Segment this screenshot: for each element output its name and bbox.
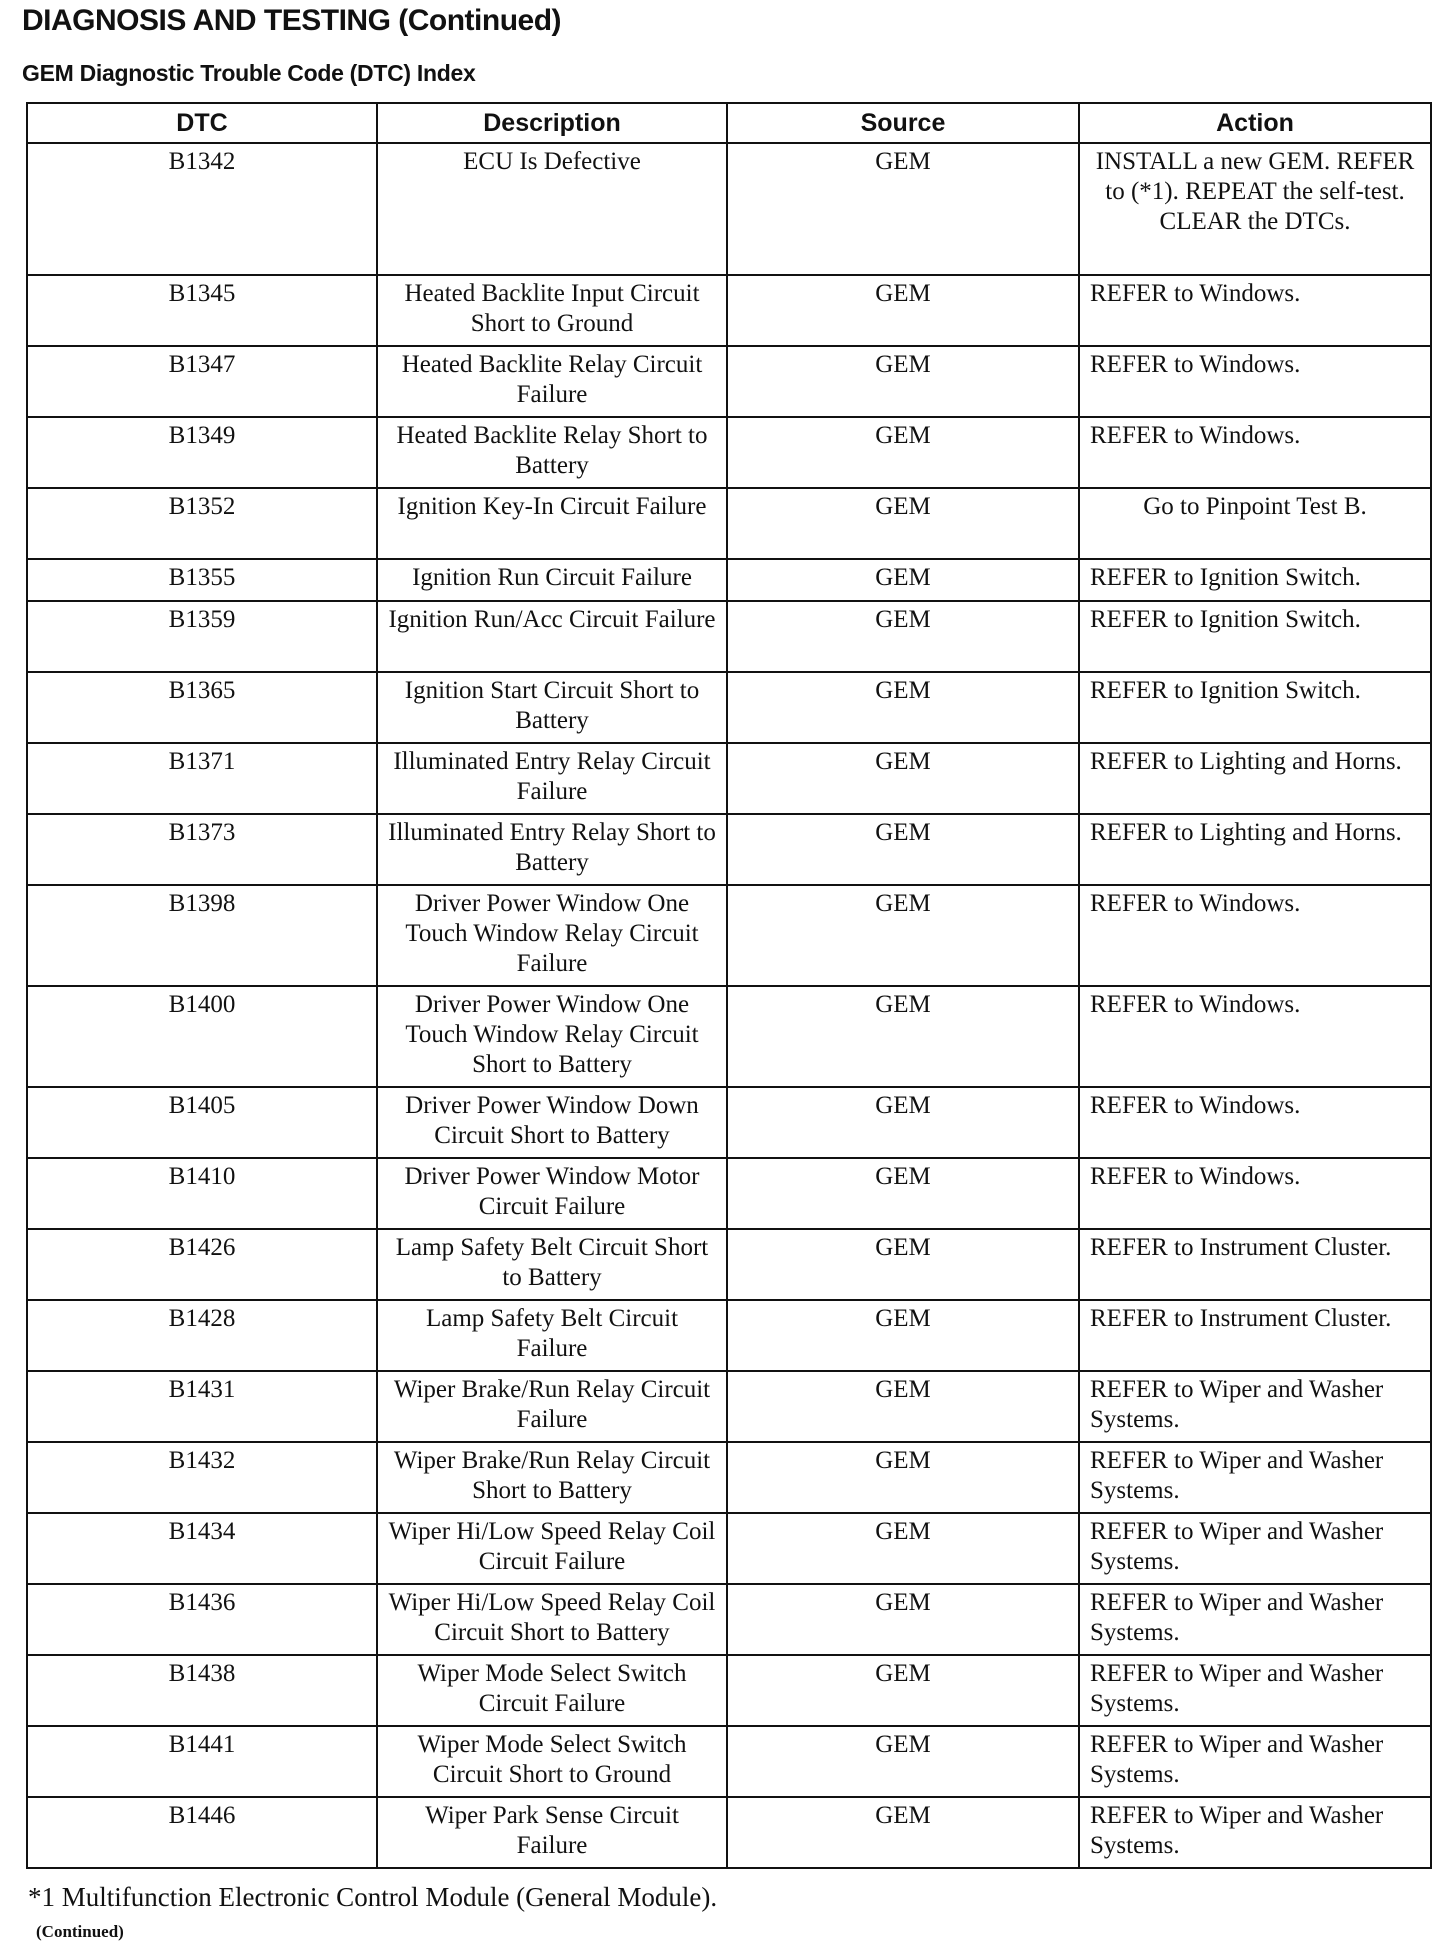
- dtc-action: REFER to Wiper and Washer Systems.: [1079, 1726, 1431, 1797]
- dtc-action: REFER to Windows.: [1079, 885, 1431, 986]
- dtc-source: GEM: [727, 1655, 1079, 1726]
- dtc-action: REFER to Ignition Switch.: [1079, 601, 1431, 672]
- dtc-code: B1446: [27, 1797, 377, 1868]
- dtc-description: Lamp Safety Belt Circuit Failure: [377, 1300, 727, 1371]
- dtc-code: B1355: [27, 559, 377, 601]
- column-header-source: Source: [727, 103, 1079, 143]
- dtc-action: REFER to Windows.: [1079, 346, 1431, 417]
- dtc-source: GEM: [727, 1300, 1079, 1371]
- dtc-description: Wiper Hi/Low Speed Relay Coil Circuit Short to Battery: [377, 1584, 727, 1655]
- dtc-source: GEM: [727, 559, 1079, 601]
- dtc-code: B1436: [27, 1584, 377, 1655]
- dtc-code: B1373: [27, 814, 377, 885]
- dtc-code: B1426: [27, 1229, 377, 1300]
- table-row: [27, 1513, 1431, 1584]
- footnote: *1 Multifunction Electronic Control Module (General Module).: [28, 1882, 718, 1912]
- dtc-description: Heated Backlite Relay Short to Battery: [377, 417, 727, 488]
- dtc-code: B1352: [27, 488, 377, 559]
- dtc-description: Heated Backlite Input Circuit Short to Ground: [377, 275, 727, 346]
- dtc-code: B1405: [27, 1087, 377, 1158]
- dtc-code: B1359: [27, 601, 377, 672]
- dtc-code: B1371: [27, 743, 377, 814]
- table-row: [27, 275, 1431, 346]
- dtc-source: GEM: [727, 346, 1079, 417]
- dtc-source: GEM: [727, 672, 1079, 743]
- dtc-source: GEM: [727, 1726, 1079, 1797]
- dtc-action: REFER to Instrument Cluster.: [1079, 1229, 1431, 1300]
- table-row: [27, 743, 1431, 814]
- column-header-action: Action: [1079, 103, 1431, 143]
- dtc-description: ECU Is Defective: [377, 143, 727, 275]
- dtc-description: Illuminated Entry Relay Short to Battery: [377, 814, 727, 885]
- dtc-code: B1365: [27, 672, 377, 743]
- table-header-row: [27, 103, 1431, 143]
- dtc-description: Wiper Brake/Run Relay Circuit Failure: [377, 1371, 727, 1442]
- table-row: [27, 986, 1431, 1087]
- table-row: [27, 1300, 1431, 1371]
- dtc-source: GEM: [727, 1513, 1079, 1584]
- dtc-code: B1345: [27, 275, 377, 346]
- dtc-description: Driver Power Window One Touch Window Relay Circuit Short to Battery: [377, 986, 727, 1087]
- table-row: [27, 417, 1431, 488]
- dtc-source: GEM: [727, 743, 1079, 814]
- dtc-description: Wiper Mode Select Switch Circuit Failure: [377, 1655, 727, 1726]
- dtc-description: Wiper Park Sense Circuit Failure: [377, 1797, 727, 1868]
- dtc-code: B1432: [27, 1442, 377, 1513]
- table-row: [27, 1655, 1431, 1726]
- page-title: DIAGNOSIS AND TESTING (Continued): [22, 4, 562, 37]
- dtc-description: Ignition Run/Acc Circuit Failure: [377, 601, 727, 672]
- dtc-source: GEM: [727, 986, 1079, 1087]
- table-row: [27, 1797, 1431, 1868]
- dtc-code: B1410: [27, 1158, 377, 1229]
- dtc-description: Heated Backlite Relay Circuit Failure: [377, 346, 727, 417]
- dtc-action: REFER to Wiper and Washer Systems.: [1079, 1797, 1431, 1868]
- dtc-action: REFER to Wiper and Washer Systems.: [1079, 1442, 1431, 1513]
- dtc-description: Wiper Brake/Run Relay Circuit Short to Battery: [377, 1442, 727, 1513]
- table-row: [27, 143, 1431, 275]
- dtc-description: Ignition Start Circuit Short to Battery: [377, 672, 727, 743]
- table-row: [27, 1584, 1431, 1655]
- dtc-source: GEM: [727, 1797, 1079, 1868]
- table-row: [27, 672, 1431, 743]
- column-header-description: Description: [377, 103, 727, 143]
- dtc-source: GEM: [727, 1229, 1079, 1300]
- dtc-source: GEM: [727, 601, 1079, 672]
- table-row: [27, 559, 1431, 601]
- dtc-code: B1434: [27, 1513, 377, 1584]
- dtc-action: REFER to Windows.: [1079, 417, 1431, 488]
- dtc-action: REFER to Wiper and Washer Systems.: [1079, 1584, 1431, 1655]
- dtc-action: REFER to Ignition Switch.: [1079, 672, 1431, 743]
- dtc-code: B1438: [27, 1655, 377, 1726]
- table-row: [27, 601, 1431, 672]
- dtc-action: REFER to Wiper and Washer Systems.: [1079, 1655, 1431, 1726]
- dtc-action: REFER to Windows.: [1079, 1158, 1431, 1229]
- table-row: [27, 488, 1431, 559]
- table-row: [27, 814, 1431, 885]
- dtc-source: GEM: [727, 1442, 1079, 1513]
- dtc-source: GEM: [727, 488, 1079, 559]
- dtc-description: Wiper Hi/Low Speed Relay Coil Circuit Failure: [377, 1513, 727, 1584]
- dtc-source: GEM: [727, 1087, 1079, 1158]
- dtc-code: B1431: [27, 1371, 377, 1442]
- dtc-action: REFER to Lighting and Horns.: [1079, 814, 1431, 885]
- dtc-action: REFER to Windows.: [1079, 1087, 1431, 1158]
- table-row: [27, 1087, 1431, 1158]
- dtc-description: Illuminated Entry Relay Circuit Failure: [377, 743, 727, 814]
- dtc-action: REFER to Wiper and Washer Systems.: [1079, 1513, 1431, 1584]
- dtc-description: Ignition Run Circuit Failure: [377, 559, 727, 601]
- dtc-source: GEM: [727, 1371, 1079, 1442]
- dtc-action: REFER to Wiper and Washer Systems.: [1079, 1371, 1431, 1442]
- dtc-code: B1428: [27, 1300, 377, 1371]
- dtc-code: B1347: [27, 346, 377, 417]
- dtc-action: REFER to Windows.: [1079, 275, 1431, 346]
- dtc-source: GEM: [727, 1158, 1079, 1229]
- dtc-action: REFER to Windows.: [1079, 986, 1431, 1087]
- dtc-description: Driver Power Window Motor Circuit Failure: [377, 1158, 727, 1229]
- dtc-description: Ignition Key-In Circuit Failure: [377, 488, 727, 559]
- dtc-description: Driver Power Window One Touch Window Relay Circuit Failure: [377, 885, 727, 986]
- dtc-action: REFER to Lighting and Horns.: [1079, 743, 1431, 814]
- continued-label: (Continued): [36, 1922, 124, 1941]
- dtc-action: REFER to Instrument Cluster.: [1079, 1300, 1431, 1371]
- dtc-source: GEM: [727, 275, 1079, 346]
- dtc-source: GEM: [727, 1584, 1079, 1655]
- dtc-index-table: [26, 102, 1432, 1869]
- table-row: [27, 1229, 1431, 1300]
- dtc-action: INSTALL a new GEM. REFER to (*1). REPEAT the self-test. CLEAR the DTCs.: [1079, 143, 1431, 275]
- table-row: [27, 1726, 1431, 1797]
- dtc-description: Lamp Safety Belt Circuit Short to Battery: [377, 1229, 727, 1300]
- table-row: [27, 1442, 1431, 1513]
- dtc-code: B1342: [27, 143, 377, 275]
- table-title: GEM Diagnostic Trouble Code (DTC) Index: [22, 60, 476, 86]
- dtc-source: GEM: [727, 814, 1079, 885]
- dtc-code: B1400: [27, 986, 377, 1087]
- dtc-action: REFER to Ignition Switch.: [1079, 559, 1431, 601]
- dtc-source: GEM: [727, 885, 1079, 986]
- column-header-dtc: DTC: [27, 103, 377, 143]
- dtc-action: Go to Pinpoint Test B.: [1079, 488, 1431, 559]
- dtc-description: Wiper Mode Select Switch Circuit Short to Ground: [377, 1726, 727, 1797]
- table-row: [27, 346, 1431, 417]
- dtc-description: Driver Power Window Down Circuit Short to Battery: [377, 1087, 727, 1158]
- table-row: [27, 1158, 1431, 1229]
- dtc-code: B1441: [27, 1726, 377, 1797]
- dtc-code: B1349: [27, 417, 377, 488]
- dtc-source: GEM: [727, 417, 1079, 488]
- dtc-code: B1398: [27, 885, 377, 986]
- dtc-source: GEM: [727, 143, 1079, 275]
- table-row: [27, 885, 1431, 986]
- table-row: [27, 1371, 1431, 1442]
